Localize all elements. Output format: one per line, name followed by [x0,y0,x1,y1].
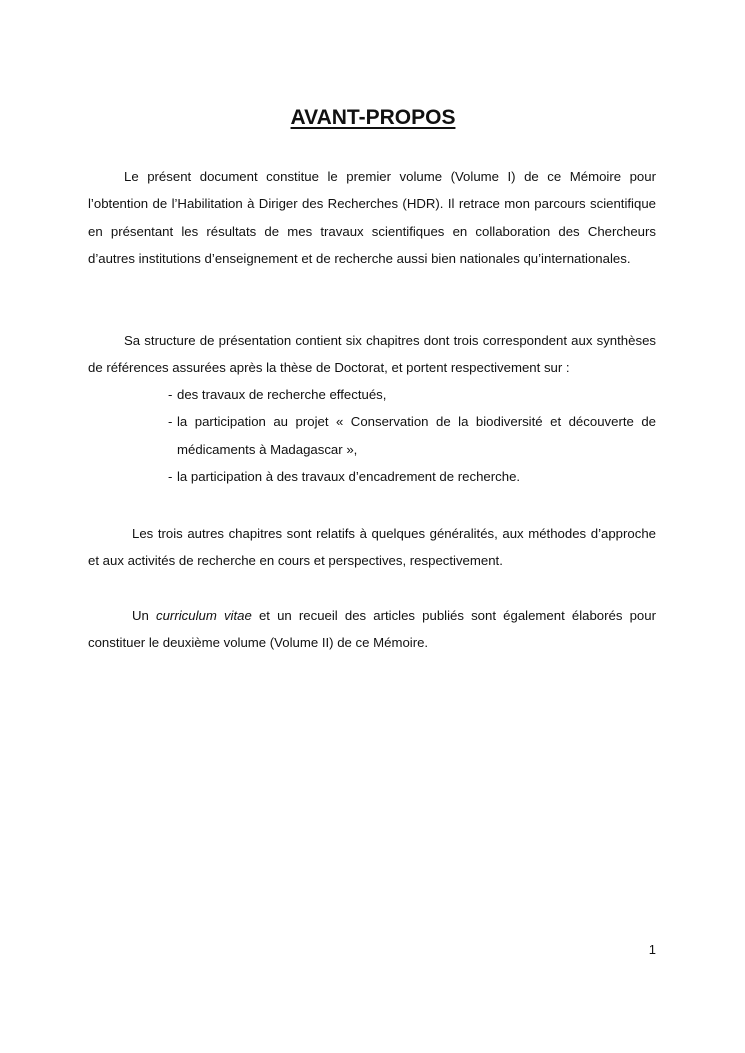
list-item-text: la participation à des travaux d’encadrement de recherche. [177,469,521,485]
list-item-text: la participation au projet « Conservation de la biodiversité et découverte de médicaments à Madagascar », [177,414,656,457]
page-number: 1 [648,942,656,957]
bullet-dash: - [168,414,173,430]
list-item [168,408,656,463]
cv-paragraph-suffix: et un recueil des articles publiés sont également élaborés pour constituer le deuxième volume (Volume II) de ce Mémoire. [88,608,656,651]
cv-paragraph-prefix: Un [132,608,156,623]
intro-paragraph: Le présent document constitue le premier volume (Volume I) de ce Mémoire pour l’obtention de l’Habilitation à Diriger des Recherches (HDR). Il retrace mon parcours scientifique en présentant les résultats de mes travaux scientifiques en collaboration des Chercheurs d’autres institutions d’enseignement et de recherche aussi bien nationales qu’internationales. [88,169,656,267]
bullet-dash: - [168,469,173,485]
other-chapters-paragraph: Les trois autres chapitres sont relatifs à quelques généralités, aux méthodes d’approche et aux activités de recherche en cours et perspectives, respectivement. [88,526,656,569]
list-item-text: des travaux de recherche effectués, [177,387,387,402]
chapter-list [168,381,656,491]
list-item [168,381,656,408]
list-item [168,463,656,490]
bullet-dash: - [168,387,173,402]
structure-paragraph: Sa structure de présentation contient six chapitres dont trois correspondent aux synthèses de références assurées après la thèse de Doctorat, et portent respectivement sur : [88,333,656,376]
cv-paragraph-italic: curriculum vitae [156,608,252,623]
page-title: AVANT-PROPOS [290,106,456,129]
cv-paragraph [88,602,656,657]
